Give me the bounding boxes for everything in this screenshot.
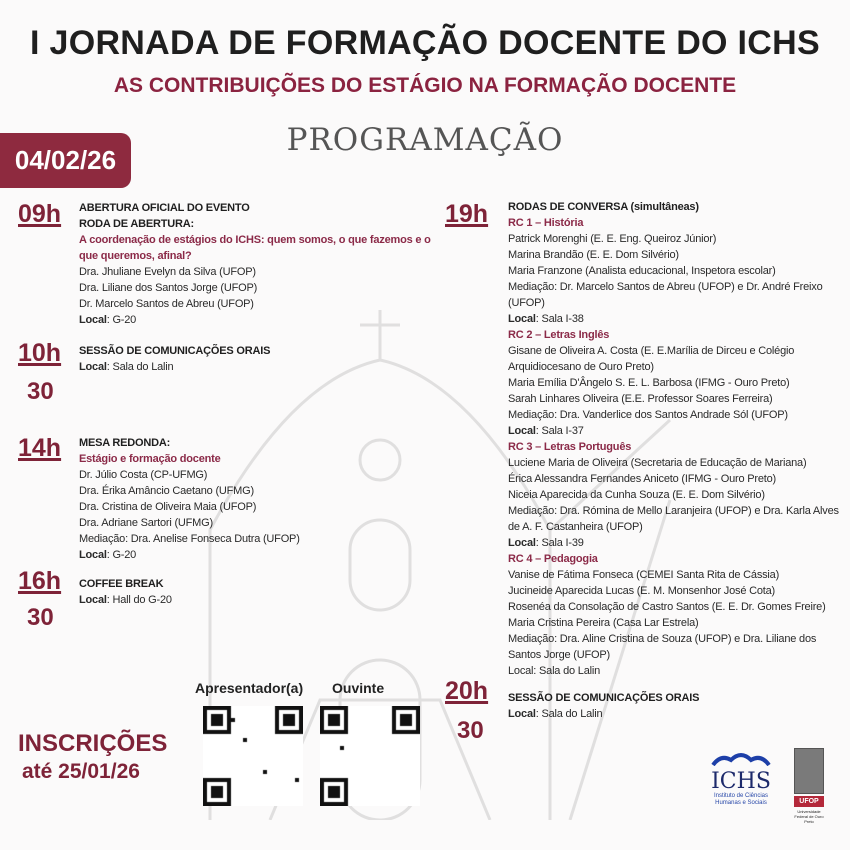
participant-line: (UFOP) <box>508 297 545 309</box>
registration-title: INSCRIÇÕES <box>18 730 168 757</box>
session-heading: MESA REDONDA: <box>79 437 171 449</box>
participant-line: Dra. Liliane dos Santos Jorge (UFOP) <box>79 282 258 294</box>
session-details <box>79 435 300 563</box>
participant-line: Dra. Érika Amâncio Caetano (UFMG) <box>79 485 254 497</box>
session-time: 10h <box>18 339 62 367</box>
participant-line: Dr. Júlio Costa (CP-UFMG) <box>79 469 208 481</box>
event-title: I JORNADA DE FORMAÇÃO DOCENTE DO ICHS <box>30 24 820 62</box>
ufop-logo-subtitle: Universidade Federal de Ouro Preto <box>794 809 824 824</box>
location-label: Local <box>79 549 107 561</box>
location-line <box>79 312 431 328</box>
participant-line: Maria Franzone (Analista educacional, Inspetora escolar) <box>508 265 776 277</box>
participant-line: Mediação: Dr. Marcelo Santos de Abreu (UFOP) e Dr. André Freixo <box>508 281 823 293</box>
location-line <box>79 547 300 563</box>
participant-line: Mediação: Dra. Rómina de Mello Laranjeira (UFOP) e Dra. Karla Alves <box>508 505 839 517</box>
participant-line: Santos Jorge (UFOP) <box>508 649 610 661</box>
ufop-crest-icon <box>794 748 824 794</box>
session-heading: ABERTURA OFICIAL DO EVENTO <box>79 202 250 214</box>
session-time: 20h <box>445 677 489 705</box>
location-line <box>508 535 839 551</box>
session-heading: RODA DE ABERTURA: <box>79 218 194 230</box>
participant-line: Niceia Aparecida da Cunha Souza (E. E. Dom Silvério) <box>508 489 765 501</box>
session-topic: RC 3 – Letras Português <box>508 441 632 453</box>
location-line <box>508 706 699 722</box>
participant-line: Luciene Maria de Oliveira (Secretaria de Educação de Mariana) <box>508 457 807 469</box>
session-topic: RC 2 – Letras Inglês <box>508 329 610 341</box>
participant-line: Sarah Linhares Oliveira (E.E. Professor Soares Ferreira) <box>508 393 773 405</box>
location-label: Local <box>79 314 107 326</box>
qr-label-presenter: Apresentador(a) <box>195 680 304 696</box>
session-details <box>508 690 699 722</box>
session-details <box>508 199 839 679</box>
participant-line: Rosenéa da Consolação de Castro Santos (E. E. Dr. Gomes Freire) <box>508 601 826 613</box>
session-topic: RC 1 – História <box>508 217 584 229</box>
participant-line: Maria Emília D'Ângelo S. E. L. Barbosa (IFMG - Ouro Preto) <box>508 377 790 389</box>
date-badge: 04/02/26 <box>0 133 131 188</box>
session-topic: Estágio e formação docente <box>79 453 221 465</box>
session-details <box>79 200 431 328</box>
session-details <box>79 343 270 375</box>
session-time: 19h <box>445 200 489 228</box>
session-time-minutes: 30 <box>27 604 54 631</box>
ichs-arch-icon <box>711 752 771 766</box>
qr-code-listener[interactable] <box>320 706 420 806</box>
session-time: 14h <box>18 434 62 462</box>
location-value: : Sala do Lalin <box>535 708 603 720</box>
location-label: Local <box>508 313 536 325</box>
location-line <box>79 359 270 375</box>
location-line <box>79 592 172 608</box>
session-time: 09h <box>18 200 62 228</box>
session-time: 16h <box>18 567 62 595</box>
section-heading: PROGRAMAÇÃO <box>286 122 564 158</box>
participant-line: Dra. Cristina de Oliveira Maia (UFOP) <box>79 501 257 513</box>
location-value: : G-20 <box>106 549 137 561</box>
location-value: : Sala I-39 <box>535 537 584 549</box>
session-time-minutes: 30 <box>457 717 484 744</box>
ichs-logo-subtitle: Instituto de Ciências Humanas e Sociais <box>713 793 769 806</box>
location-label: Local <box>508 425 536 437</box>
session-topic: A coordenação de estágios do ICHS: quem somos, o que fazemos e o <box>79 234 431 246</box>
session-topic: RC 4 – Pedagogia <box>508 553 598 565</box>
event-subtitle: AS CONTRIBUIÇÕES DO ESTÁGIO NA FORMAÇÃO DOCENTE <box>113 74 737 97</box>
participant-line: Maria Cristina Pereira (Casa Lar Estrela) <box>508 617 699 629</box>
ufop-logo <box>794 748 824 824</box>
location-line <box>508 311 839 327</box>
participant-line: Arquidiocesano de Ouro Preto) <box>508 361 654 373</box>
location-value: : Sala I-38 <box>535 313 584 325</box>
session-topic: que queremos, afinal? <box>79 250 192 262</box>
location-label: Local <box>79 594 107 606</box>
participant-line: Mediação: Dra. Aline Cristina de Souza (UFOP) e Dra. Liliane dos <box>508 633 817 645</box>
participant-line: Mediação: Dra. Vanderlice dos Santos Andrade Sól (UFOP) <box>508 409 788 421</box>
participant-line: Dr. Marcelo Santos de Abreu (UFOP) <box>79 298 254 310</box>
qr-label-listener: Ouvinte <box>332 680 385 696</box>
qr-code-presenter[interactable] <box>203 706 303 806</box>
location-value: : G-20 <box>106 314 137 326</box>
registration-deadline: até 25/01/26 <box>22 760 140 783</box>
location-value: : Sala do Lalin <box>106 361 174 373</box>
session-details <box>79 576 172 608</box>
participant-line: Érica Alessandra Fernandes Aniceto (IFMG - Ouro Preto) <box>508 473 776 485</box>
ichs-logo-text: ICHS <box>711 769 771 794</box>
location-line <box>508 423 839 439</box>
participant-line: Dra. Adriane Sartori (UFMG) <box>79 517 213 529</box>
location-value: : Hall do G-20 <box>106 594 172 606</box>
session-time-minutes: 30 <box>27 378 54 405</box>
ichs-logo <box>705 752 777 807</box>
ufop-logo-text: UFOP <box>794 796 824 807</box>
location-label: Local <box>79 361 107 373</box>
participant-line: Dra. Jhuliane Evelyn da Silva (UFOP) <box>79 266 256 278</box>
location-label: Local <box>508 708 536 720</box>
participant-line: Gisane de Oliveira A. Costa (E. E.Marília de Dirceu e Colégio <box>508 345 795 357</box>
participant-line: Vanise de Fátima Fonseca (CEMEI Santa Rita de Cássia) <box>508 569 780 581</box>
participant-line: Mediação: Dra. Anelise Fonseca Dutra (UFOP) <box>79 533 300 545</box>
participant-line: Patrick Morenghi (E. E. Eng. Queiroz Júnior) <box>508 233 717 245</box>
session-heading: RODAS DE CONVERSA (simultâneas) <box>508 201 699 213</box>
participant-line: Marina Brandão (E. E. Dom Silvério) <box>508 249 679 261</box>
session-heading: COFFEE BREAK <box>79 578 164 590</box>
session-heading: SESSÃO DE COMUNICAÇÕES ORAIS <box>508 692 700 704</box>
participant-line: Jucineide Aparecida Lucas (E. M. Monsenhor José Cota) <box>508 585 775 597</box>
participant-line: Local: Sala do Lalin <box>508 665 601 677</box>
location-value: : Sala I-37 <box>535 425 584 437</box>
location-label: Local <box>508 537 536 549</box>
participant-line: de A. F. Castanheira (UFOP) <box>508 521 643 533</box>
session-heading: SESSÃO DE COMUNICAÇÕES ORAIS <box>79 345 271 357</box>
